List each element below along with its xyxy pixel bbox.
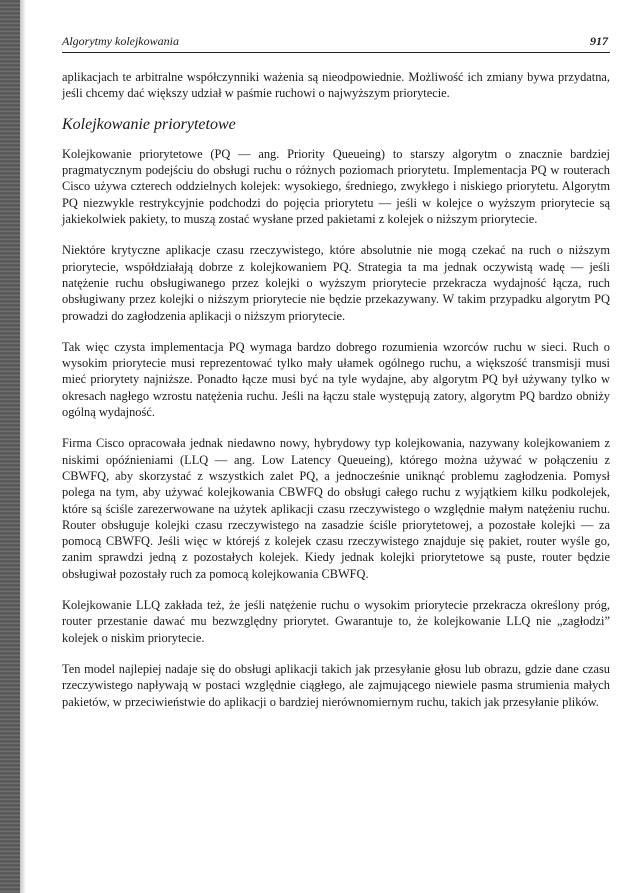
paragraph: Ten model najlepiej nadaje się do obsługi aplikacji takich jak przesyłanie głosu lub obrazu, gdzie dane czasu rzeczywistego napływają w postaci względnie ciągłego, ale zajmującego niewiele pasma strumienia małych pakietów, w przeciwieństwie do aplikacji o bardziej nierównomiernym ruchu, takich jak przesyłanie plików. <box>62 661 610 709</box>
running-title: Algorytmy kolejkowania <box>62 34 179 48</box>
paragraph: Tak więc czysta implementacja PQ wymaga bardzo dobrego rozumienia wzorców ruchu w sieci. Ruch o wysokim priorytecie musi reprezentować tylko mały ułamek ogólnego ruchu, a większość transmisji musi mieć priorytety najniższe. Ponadto łącze musi być na tyle wydajne, aby algorytm PQ był używany tylko w okresach nagłego wzrostu natężenia ruchu. Jeśli na łączu stale występują zatory, algorytm PQ bardzo obniży ogólną wydajność. <box>62 339 610 420</box>
page-number: 917 <box>590 34 608 48</box>
page-body <box>62 69 610 725</box>
section-heading: Kolejkowanie priorytetowe <box>62 115 236 133</box>
scanned-binding-edge <box>0 0 20 893</box>
paragraph-continuation: aplikacjach te arbitralne współczynniki ważenia są nieodpowiednie. Możliwość ich zmiany bywa przydatna, jeśli chcemy dać większy udział w paśmie ruchowi o najwyższym priorytecie. <box>62 70 610 101</box>
paragraph: Kolejkowanie LLQ zakłada też, że jeśli natężenie ruchu o wysokim priorytecie przekracza określony próg, router przestanie dawać mu bezwzględny priorytet. Gwarantuje to, że kolejkowanie LLQ nie „zagłodzi” kolejek o niskim priorytecie. <box>62 598 610 645</box>
paragraph: Firma Cisco opracowała jednak niedawno nowy, hybrydowy typ kolejkowania, nazywany kolejkowaniem z niskimi opóźnieniami (LLQ — ang. Low Latency Queueing), którego można używać w połączeniu z CBWFQ, aby skorzystać z wszystkich zalet PQ, a jednocześnie uniknąć problemu zagłodzenia. Pomysł polega na tym, aby używać kolejkowania CBWFQ do obsługi całego ruchu z wyjątkiem kilku podkolejek, które są ściśle zarezerwowane na użytek aplikacji czasu rzeczywistego o względnie małym natężeniu ruchu. Router obsługuje kolejki czasu rzeczywistego na zasadzie ściśle priorytetowej, a pozostałe kolejki — za pomocą CBWFQ. Jeśli więc w którejś z kolejek czasu rzeczywistego znajduje się pakiet, router wyśle go, zanim sprawdzi jedną z pozostałych kolejek. Kiedy jednak kolejki priorytetowe są puste, router będzie obsługiwał pozostały ruch za pomocą kolejkowania CBWFQ. <box>62 436 610 581</box>
paragraph: Kolejkowanie priorytetowe (PQ — ang. Priority Queueing) to starszy algorytm o znacznie bardziej pragmatycznym podejściu do obsługi ruchu o różnych poziomach priorytetu. Implementacja PQ w routerach Cisco używa czterech oddzielnych kolejek: wysokiego, średniego, zwykłego i niskiego priorytetu. Algorytm PQ niezwykle restrykcyjnie podchodzi do pojęcia priorytetu — jeśli w kolejce o wyższym priorytecie są jakiekolwiek pakiety, to muszą zostać wysłane przed pakietami z kolejek o niższym priorytecie. <box>62 146 610 227</box>
running-header <box>62 30 610 53</box>
paragraph: Niektóre krytyczne aplikacje czasu rzeczywistego, które absolutnie nie mogą czekać na ruch o niższym priorytecie, współdziałają dobrze z kolejkowaniem PQ. Strategia ta ma jednak oczywistą wadę — jeśli natężenie ruchu obsługiwanego przez kolejki o wyższym priorytecie przekracza wydajność łącza, ruch obsługiwany przez kolejki o niższym priorytecie nie będzie przekazywany. W takim przypadku algorytm PQ prowadzi do zagłodzenia aplikacji o niższym priorytecie. <box>62 243 610 323</box>
